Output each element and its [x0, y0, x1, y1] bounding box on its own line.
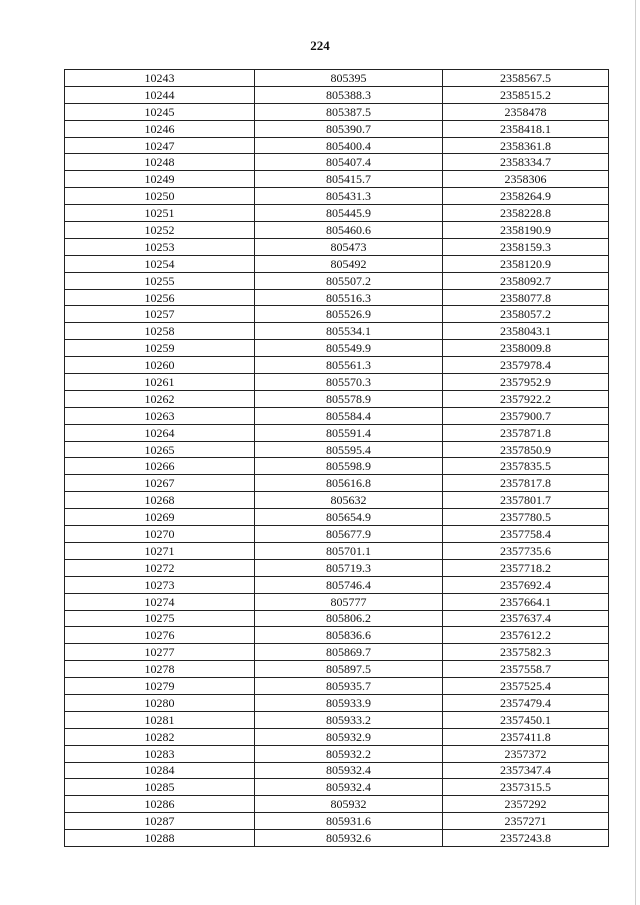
y-coordinate-cell: 2358159.3 — [443, 238, 609, 255]
x-coordinate-cell: 805932 — [255, 796, 443, 813]
x-coordinate-cell: 805460.6 — [255, 222, 443, 239]
point-number-cell: 10253 — [65, 238, 255, 255]
point-number-cell: 10274 — [65, 593, 255, 610]
table-row — [65, 728, 609, 745]
y-coordinate-cell: 2357817.8 — [443, 475, 609, 492]
point-number-cell: 10245 — [65, 103, 255, 120]
table-row — [65, 745, 609, 762]
y-coordinate-cell: 2357900.7 — [443, 407, 609, 424]
table-row — [65, 390, 609, 407]
x-coordinate-cell: 805473 — [255, 238, 443, 255]
point-number-cell: 10266 — [65, 458, 255, 475]
table-row — [65, 407, 609, 424]
point-number-cell: 10270 — [65, 526, 255, 543]
table-row — [65, 694, 609, 711]
x-coordinate-cell: 805806.2 — [255, 610, 443, 627]
point-number-cell: 10281 — [65, 711, 255, 728]
coordinates-table-body — [65, 70, 609, 847]
point-number-cell: 10278 — [65, 661, 255, 678]
point-number-cell: 10244 — [65, 86, 255, 103]
y-coordinate-cell: 2357952.9 — [443, 374, 609, 391]
point-number-cell: 10250 — [65, 188, 255, 205]
table-row — [65, 458, 609, 475]
y-coordinate-cell: 2357558.7 — [443, 661, 609, 678]
table-row — [65, 813, 609, 830]
x-coordinate-cell: 805507.2 — [255, 272, 443, 289]
y-coordinate-cell: 2358334.7 — [443, 154, 609, 171]
point-number-cell: 10287 — [65, 813, 255, 830]
x-coordinate-cell: 805584.4 — [255, 407, 443, 424]
x-coordinate-cell: 805388.3 — [255, 86, 443, 103]
x-coordinate-cell: 805746.4 — [255, 576, 443, 593]
x-coordinate-cell: 805935.7 — [255, 678, 443, 695]
point-number-cell: 10254 — [65, 255, 255, 272]
table-row — [65, 492, 609, 509]
table-row — [65, 272, 609, 289]
point-number-cell: 10267 — [65, 475, 255, 492]
point-number-cell: 10259 — [65, 340, 255, 357]
table-row — [65, 678, 609, 695]
table-row — [65, 222, 609, 239]
point-number-cell: 10262 — [65, 390, 255, 407]
y-coordinate-cell: 2358567.5 — [443, 70, 609, 87]
x-coordinate-cell: 805654.9 — [255, 509, 443, 526]
x-coordinate-cell: 805570.3 — [255, 374, 443, 391]
x-coordinate-cell: 805387.5 — [255, 103, 443, 120]
y-coordinate-cell: 2358057.2 — [443, 306, 609, 323]
y-coordinate-cell: 2357922.2 — [443, 390, 609, 407]
table-row — [65, 255, 609, 272]
y-coordinate-cell: 2357850.9 — [443, 441, 609, 458]
x-coordinate-cell: 805932.2 — [255, 745, 443, 762]
table-row — [65, 188, 609, 205]
table-row — [65, 610, 609, 627]
x-coordinate-cell: 805526.9 — [255, 306, 443, 323]
table-row — [65, 340, 609, 357]
table-row — [65, 154, 609, 171]
x-coordinate-cell: 805598.9 — [255, 458, 443, 475]
table-row — [65, 70, 609, 87]
table-row — [65, 289, 609, 306]
table-row — [65, 103, 609, 120]
point-number-cell: 10283 — [65, 745, 255, 762]
table-row — [65, 424, 609, 441]
y-coordinate-cell: 2358190.9 — [443, 222, 609, 239]
table-row — [65, 796, 609, 813]
table-row — [65, 238, 609, 255]
x-coordinate-cell: 805407.4 — [255, 154, 443, 171]
x-coordinate-cell: 805719.3 — [255, 559, 443, 576]
y-coordinate-cell: 2357450.1 — [443, 711, 609, 728]
point-number-cell: 10252 — [65, 222, 255, 239]
point-number-cell: 10269 — [65, 509, 255, 526]
x-coordinate-cell: 805591.4 — [255, 424, 443, 441]
x-coordinate-cell: 805415.7 — [255, 171, 443, 188]
y-coordinate-cell: 2357664.1 — [443, 593, 609, 610]
y-coordinate-cell: 2357347.4 — [443, 762, 609, 779]
x-coordinate-cell: 805395 — [255, 70, 443, 87]
y-coordinate-cell: 2357718.2 — [443, 559, 609, 576]
table-row — [65, 830, 609, 847]
table-row — [65, 86, 609, 103]
x-coordinate-cell: 805492 — [255, 255, 443, 272]
x-coordinate-cell: 805578.9 — [255, 390, 443, 407]
point-number-cell: 10268 — [65, 492, 255, 509]
y-coordinate-cell: 2357243.8 — [443, 830, 609, 847]
y-coordinate-cell: 2357372 — [443, 745, 609, 762]
x-coordinate-cell: 805616.8 — [255, 475, 443, 492]
table-row — [65, 779, 609, 796]
table-row — [65, 306, 609, 323]
point-number-cell: 10251 — [65, 205, 255, 222]
x-coordinate-cell: 805677.9 — [255, 526, 443, 543]
x-coordinate-cell: 805931.6 — [255, 813, 443, 830]
point-number-cell: 10258 — [65, 323, 255, 340]
x-coordinate-cell: 805390.7 — [255, 120, 443, 137]
table-row — [65, 171, 609, 188]
point-number-cell: 10277 — [65, 644, 255, 661]
table-row — [65, 205, 609, 222]
point-number-cell: 10282 — [65, 728, 255, 745]
y-coordinate-cell: 2358228.8 — [443, 205, 609, 222]
x-coordinate-cell: 805701.1 — [255, 542, 443, 559]
point-number-cell: 10260 — [65, 357, 255, 374]
y-coordinate-cell: 2357978.4 — [443, 357, 609, 374]
y-coordinate-cell: 2357315.5 — [443, 779, 609, 796]
table-row — [65, 357, 609, 374]
x-coordinate-cell: 805932.9 — [255, 728, 443, 745]
table-row — [65, 576, 609, 593]
y-coordinate-cell: 2357735.6 — [443, 542, 609, 559]
scan-edge-line — [635, 0, 636, 905]
point-number-cell: 10263 — [65, 407, 255, 424]
table-row — [65, 120, 609, 137]
point-number-cell: 10256 — [65, 289, 255, 306]
x-coordinate-cell: 805932.4 — [255, 762, 443, 779]
point-number-cell: 10271 — [65, 542, 255, 559]
x-coordinate-cell: 805561.3 — [255, 357, 443, 374]
y-coordinate-cell: 2357871.8 — [443, 424, 609, 441]
table-row — [65, 593, 609, 610]
point-number-cell: 10264 — [65, 424, 255, 441]
y-coordinate-cell: 2358418.1 — [443, 120, 609, 137]
table-row — [65, 323, 609, 340]
x-coordinate-cell: 805534.1 — [255, 323, 443, 340]
y-coordinate-cell: 2357692.4 — [443, 576, 609, 593]
point-number-cell: 10288 — [65, 830, 255, 847]
page-number: 224 — [310, 38, 330, 53]
point-number-cell: 10273 — [65, 576, 255, 593]
table-row — [65, 542, 609, 559]
point-number-cell: 10261 — [65, 374, 255, 391]
y-coordinate-cell: 2357612.2 — [443, 627, 609, 644]
x-coordinate-cell: 805400.4 — [255, 137, 443, 154]
x-coordinate-cell: 805549.9 — [255, 340, 443, 357]
table-row — [65, 475, 609, 492]
table-row — [65, 644, 609, 661]
y-coordinate-cell: 2357637.4 — [443, 610, 609, 627]
point-number-cell: 10286 — [65, 796, 255, 813]
point-number-cell: 10246 — [65, 120, 255, 137]
y-coordinate-cell: 2358264.9 — [443, 188, 609, 205]
table-row — [65, 627, 609, 644]
x-coordinate-cell: 805933.9 — [255, 694, 443, 711]
point-number-cell: 10284 — [65, 762, 255, 779]
y-coordinate-cell: 2357801.7 — [443, 492, 609, 509]
point-number-cell: 10247 — [65, 137, 255, 154]
x-coordinate-cell: 805445.9 — [255, 205, 443, 222]
x-coordinate-cell: 805932.6 — [255, 830, 443, 847]
y-coordinate-cell: 2358306 — [443, 171, 609, 188]
y-coordinate-cell: 2357411.8 — [443, 728, 609, 745]
x-coordinate-cell: 805836.6 — [255, 627, 443, 644]
point-number-cell: 10280 — [65, 694, 255, 711]
point-number-cell: 10272 — [65, 559, 255, 576]
y-coordinate-cell: 2358361.8 — [443, 137, 609, 154]
x-coordinate-cell: 805431.3 — [255, 188, 443, 205]
point-number-cell: 10249 — [65, 171, 255, 188]
y-coordinate-cell: 2358092.7 — [443, 272, 609, 289]
y-coordinate-cell: 2357525.4 — [443, 678, 609, 695]
y-coordinate-cell: 2358120.9 — [443, 255, 609, 272]
x-coordinate-cell: 805897.5 — [255, 661, 443, 678]
table-row — [65, 509, 609, 526]
table-row — [65, 661, 609, 678]
point-number-cell: 10265 — [65, 441, 255, 458]
table-row — [65, 762, 609, 779]
y-coordinate-cell: 2358077.8 — [443, 289, 609, 306]
x-coordinate-cell: 805632 — [255, 492, 443, 509]
y-coordinate-cell: 2357292 — [443, 796, 609, 813]
point-number-cell: 10248 — [65, 154, 255, 171]
y-coordinate-cell: 2357582.3 — [443, 644, 609, 661]
y-coordinate-cell: 2357780.5 — [443, 509, 609, 526]
table-row — [65, 559, 609, 576]
x-coordinate-cell: 805869.7 — [255, 644, 443, 661]
table-row — [65, 711, 609, 728]
x-coordinate-cell: 805777 — [255, 593, 443, 610]
x-coordinate-cell: 805933.2 — [255, 711, 443, 728]
table-row — [65, 374, 609, 391]
y-coordinate-cell: 2358478 — [443, 103, 609, 120]
table-row — [65, 526, 609, 543]
y-coordinate-cell: 2357835.5 — [443, 458, 609, 475]
y-coordinate-cell: 2357479.4 — [443, 694, 609, 711]
y-coordinate-cell: 2358043.1 — [443, 323, 609, 340]
x-coordinate-cell: 805516.3 — [255, 289, 443, 306]
y-coordinate-cell: 2358515.2 — [443, 86, 609, 103]
table-row — [65, 137, 609, 154]
table-row — [65, 441, 609, 458]
y-coordinate-cell: 2358009.8 — [443, 340, 609, 357]
x-coordinate-cell: 805932.4 — [255, 779, 443, 796]
point-number-cell: 10257 — [65, 306, 255, 323]
point-number-cell: 10255 — [65, 272, 255, 289]
point-number-cell: 10279 — [65, 678, 255, 695]
point-number-cell: 10276 — [65, 627, 255, 644]
y-coordinate-cell: 2357758.4 — [443, 526, 609, 543]
point-number-cell: 10243 — [65, 70, 255, 87]
x-coordinate-cell: 805595.4 — [255, 441, 443, 458]
y-coordinate-cell: 2357271 — [443, 813, 609, 830]
coordinates-table — [64, 69, 609, 847]
point-number-cell: 10275 — [65, 610, 255, 627]
point-number-cell: 10285 — [65, 779, 255, 796]
